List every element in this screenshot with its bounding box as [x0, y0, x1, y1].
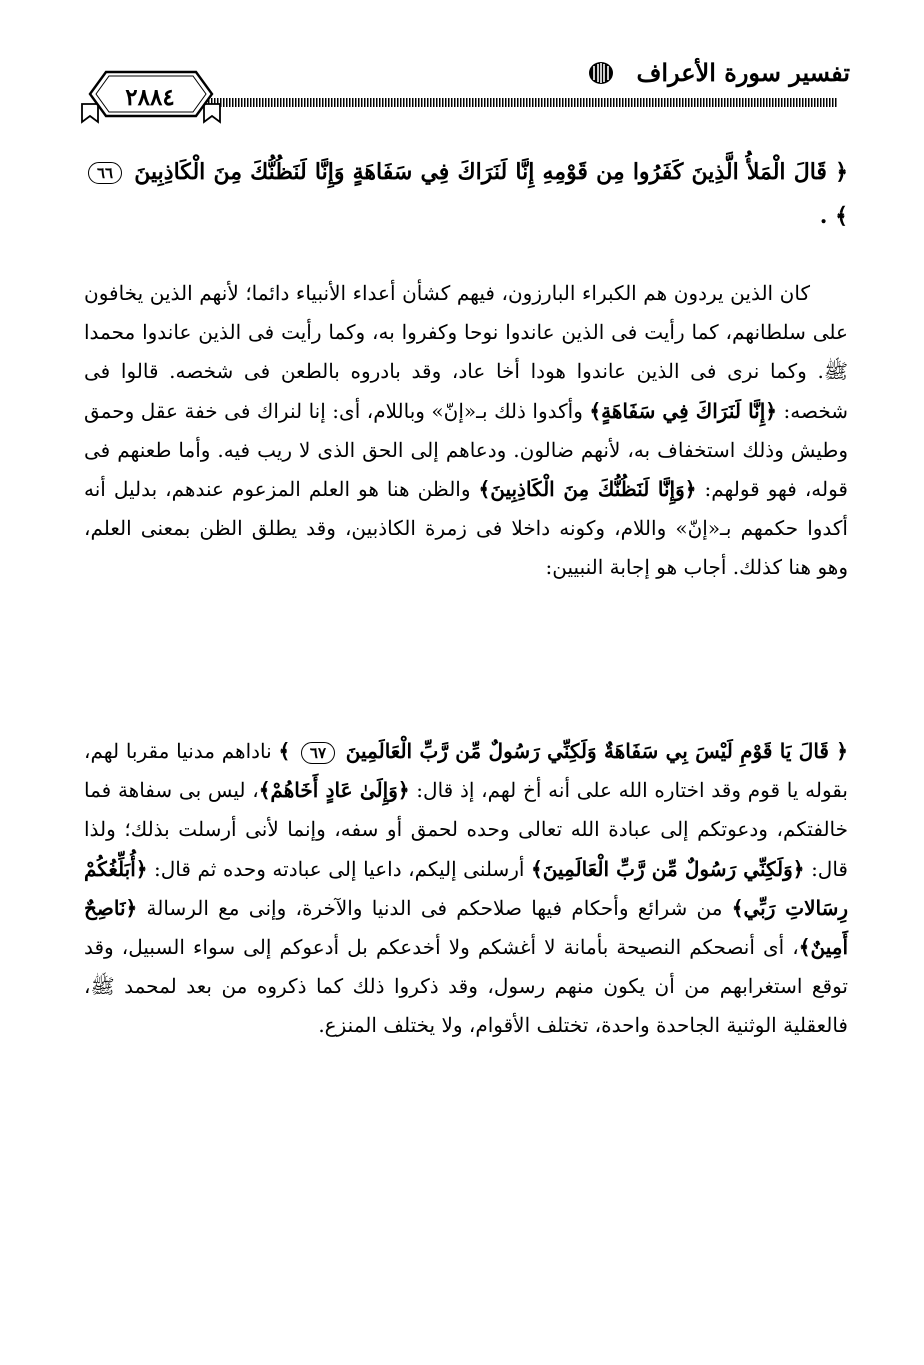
- page-number: ٢٨٨٤: [125, 84, 175, 111]
- commentary-paragraph-2: [84, 732, 848, 1046]
- verse-number: ٦٧: [301, 742, 335, 764]
- paragraph-text: كان الذين يردون هم الكبراء البارزون، فيهم كشأن أعداء الأنبياء دائما؛ لأنهم الذين يخافون على سلطانهم، كما رأيت فى الذين عاندوا نوحا وكفروا به، وكما رأيت فى الذين عاندوا محمدا ﷺ. وكما نرى فى الذين عاندوا هودا أخا عاد، وقد بادروه بالطعن فى شخصه. قالوا فى شخصه:: [84, 281, 848, 423]
- verse-text: ﴿ قَالَ الْمَلأُ الَّذِينَ كَفَرُوا مِن قَوْمِهِ إِنَّا لَنَرَاكَ فِي سَفَاهَةٍ وَإِنَّا لَنَظُنُّكَ مِنَ الْكَاذِبِينَ: [134, 159, 848, 185]
- verse-67-text: ﴿ قَالَ يَا قَوْمِ لَيْسَ بِي سَفَاهَةٌ وَلَكِنِّي رَسُولٌ مِّن رَّبِّ الْعَالَمِينَ: [345, 739, 849, 763]
- header-rule: [160, 98, 838, 107]
- quranic-quote: ﴿وَإِلَىٰ عَادٍ أَخَاهُمْ﴾: [258, 778, 410, 803]
- quranic-quote: ﴿وَلَكِنِّي رَسُولٌ مِّن رَّبِّ الْعَالَمِينَ﴾: [531, 856, 805, 881]
- paragraph-text: من شرائع وأحكام فيها صلاحكم فى الدنيا والآخرة، وإنى مع الرسالة: [137, 895, 732, 920]
- flower-ornament-icon: [588, 61, 614, 85]
- quranic-quote: ﴿نَاصِحٌ أَمِينٌ﴾: [84, 895, 848, 960]
- quranic-quote: ﴿إِنَّا لَنَرَاكَ فِي سَفَاهَةٍ﴾: [589, 398, 778, 423]
- paragraph-text: ، أى أنصحكم النصيحة بأمانة لا أغشكم ولا أخدعكم بل أدعوكم إلى سواء السبيل، وقد توقع استغرابهم من أن يكون منهم رسول، وقد ذكروا ذلك كما ذكروه من بعد لمحمد ﷺ، فالعقلية الوثنية الجاحدة واحدة، تختلف الأقوام، ولا يختلف المنزع.: [84, 935, 848, 1038]
- verse-closing: ﴾ .: [819, 203, 848, 229]
- verse-number: ٦٦: [88, 162, 122, 184]
- quranic-quote: ﴿أُبَلِّغُكُمْ رِسَالاتِ رَبِّي﴾: [84, 856, 848, 920]
- verse-closing: ﴾: [278, 739, 291, 763]
- verse-66: [84, 150, 848, 238]
- paragraph-text: ، ليس بى سفاهة فما خالفتكم، ودعوتكم إلى عبادة الله تعالى وحده لحمق أو سفه، وإنما لأنى أرسلت بذلك؛ ولذا قال:: [84, 778, 848, 881]
- paragraph-text: ناداهم مدنيا مقربا لهم، بقوله يا قوم وقد اختاره الله على أنه أخ لهم، إذ قال:: [84, 739, 848, 803]
- paragraph-text: والظن هنا هو العلم المزعوم عندهم، بدليل أنه أكدوا حكمهم بـ«إنّ» واللام، وكونه داخلا فى زمرة الكاذبين، وقد يطلق الظن بمعنى العلم، وهو هنا كذلك. أجاب هو إجابة النبيين:: [84, 477, 848, 580]
- paragraph-text: أرسلنى إليكم، داعيا إلى عبادته وحده ثم قال:: [147, 856, 531, 881]
- paragraph-text: وأكدوا ذلك بـ«إنّ» وباللام، أى: إنا لنراك فى خفة عقل وحمق وطيش وذلك استخفاف به، لأنهم ضالون. ودعاهم إلى الحق الذى لا ريب فيه. وأما طعنهم فى قوله، فهو قولهم:: [84, 398, 848, 502]
- running-title: تفسير سورة الأعراف: [636, 58, 850, 87]
- quranic-quote: ﴿وَإِنَّا لَنَظُنُّكَ مِنَ الْكَاذِبِينَ﴾: [478, 477, 697, 502]
- commentary-paragraph-1: [84, 274, 848, 588]
